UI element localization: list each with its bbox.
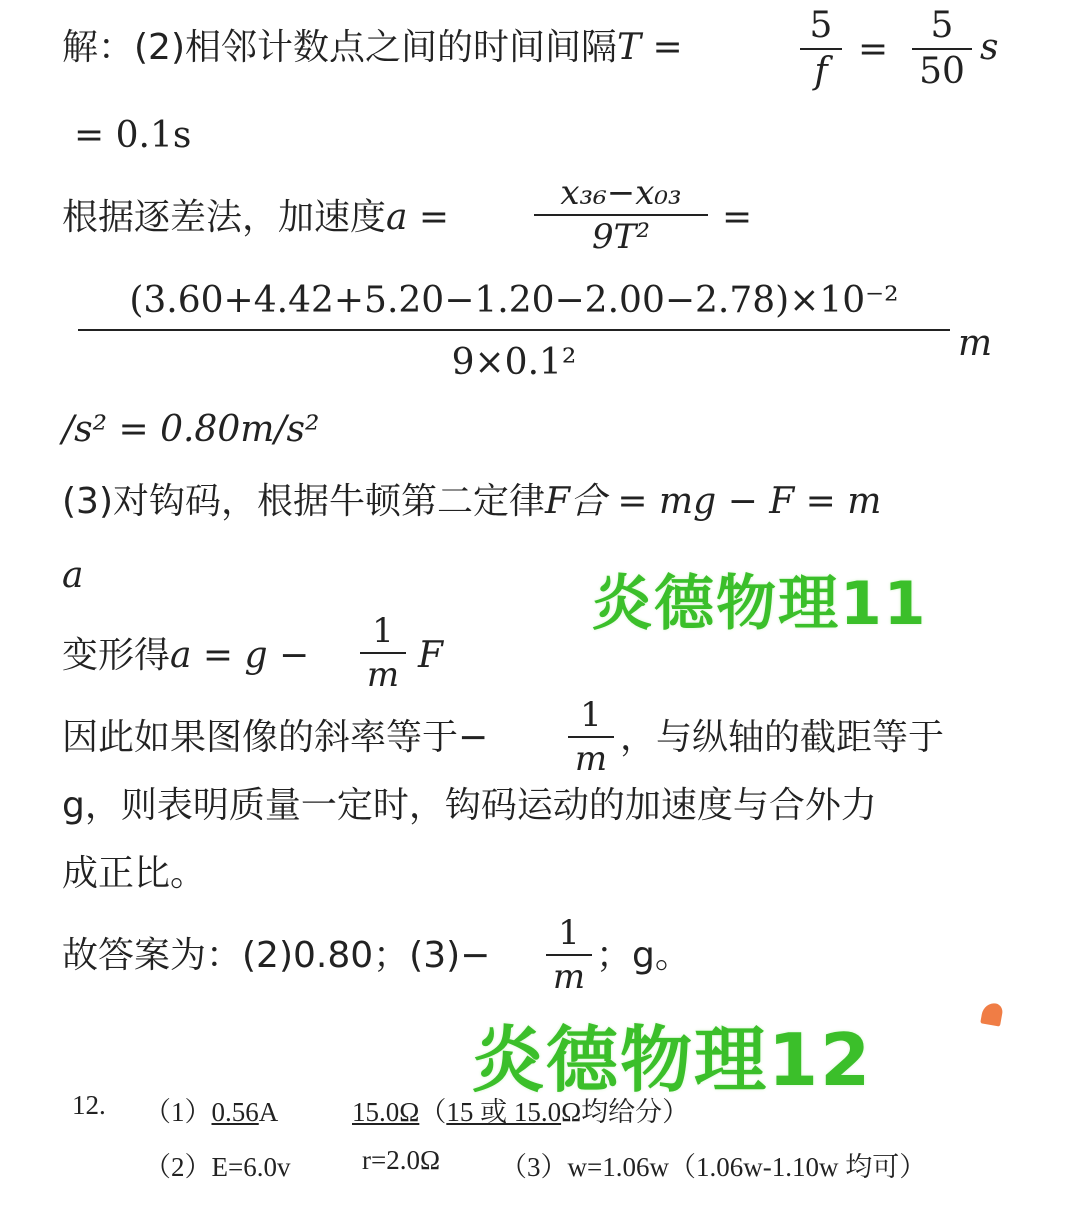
line8-F: F — [418, 635, 443, 676]
solution-line-3: 根据逐差法，加速度a = — [62, 197, 450, 238]
solution-line-1 — [62, 27, 683, 68]
fraction-5-over-50: 5 50 — [912, 8, 972, 90]
solution-line-2: = 0.1s — [74, 115, 192, 156]
answer12-part1-resistance: 15.0Ω（15 或 15.0Ω均给分） — [352, 1097, 690, 1127]
equals-sign-2: = — [722, 197, 753, 238]
fraction-difference-method: x₃₆−x₀₃ 9T² — [534, 176, 708, 254]
answer12-part2-r: r=2.0Ω — [362, 1145, 441, 1175]
solution-line-7: a — [62, 555, 84, 596]
solution-line-10: g，则表明质量一定时，钩码运动的加速度与合外力 — [62, 785, 877, 826]
answer12-part2: （2）E=6.0v — [144, 1152, 291, 1182]
solution-line-5: /s² = 0.80m/s² — [62, 409, 320, 450]
line1-text: 解：(2)相邻计数点之间的时间间隔 — [62, 27, 617, 68]
fraction-1-over-m-2: 1 m — [568, 698, 614, 776]
fraction-1-over-m-3: 1 m — [546, 916, 592, 994]
solution-line-12a: 故答案为：(2)0.80；(3)− — [62, 935, 491, 976]
solution-line-11: 成正比。 — [62, 853, 207, 894]
line1-s: s — [980, 27, 999, 68]
solution-line-12b: ；g。 — [596, 935, 691, 976]
answer12-number: 12. — [72, 1090, 106, 1120]
answer12-part3: （3）w=1.06w（1.06w-1.10w 均可） — [500, 1152, 927, 1182]
equals-sign: = — [858, 29, 889, 70]
solution-line-6: (3)对钩码，根据牛顿第二定律F合 = mg − F = m — [62, 481, 882, 522]
answer12-part1: （1）0.56A — [144, 1097, 279, 1127]
line4-m: m — [958, 323, 993, 364]
watermark-2: 炎德物理12 — [472, 1018, 873, 1102]
line1-T: T = — [617, 27, 683, 68]
fraction-1-over-m: 1 m — [360, 614, 406, 692]
solution-line-8: 变形得a = g − — [62, 635, 310, 676]
watermark-1: 炎德物理11 — [592, 569, 928, 639]
fraction-acceleration-value: (3.60+4.42+5.20−1.20−2.00−2.78)×10⁻² 9×0.1² — [78, 283, 950, 381]
fraction-5-over-f: 5 f — [800, 8, 842, 90]
solution-line-9a: 因此如果图像的斜率等于− — [62, 717, 489, 758]
solution-line-9b: ，与纵轴的截距等于 — [620, 717, 945, 758]
orange-mark — [980, 1001, 1004, 1026]
